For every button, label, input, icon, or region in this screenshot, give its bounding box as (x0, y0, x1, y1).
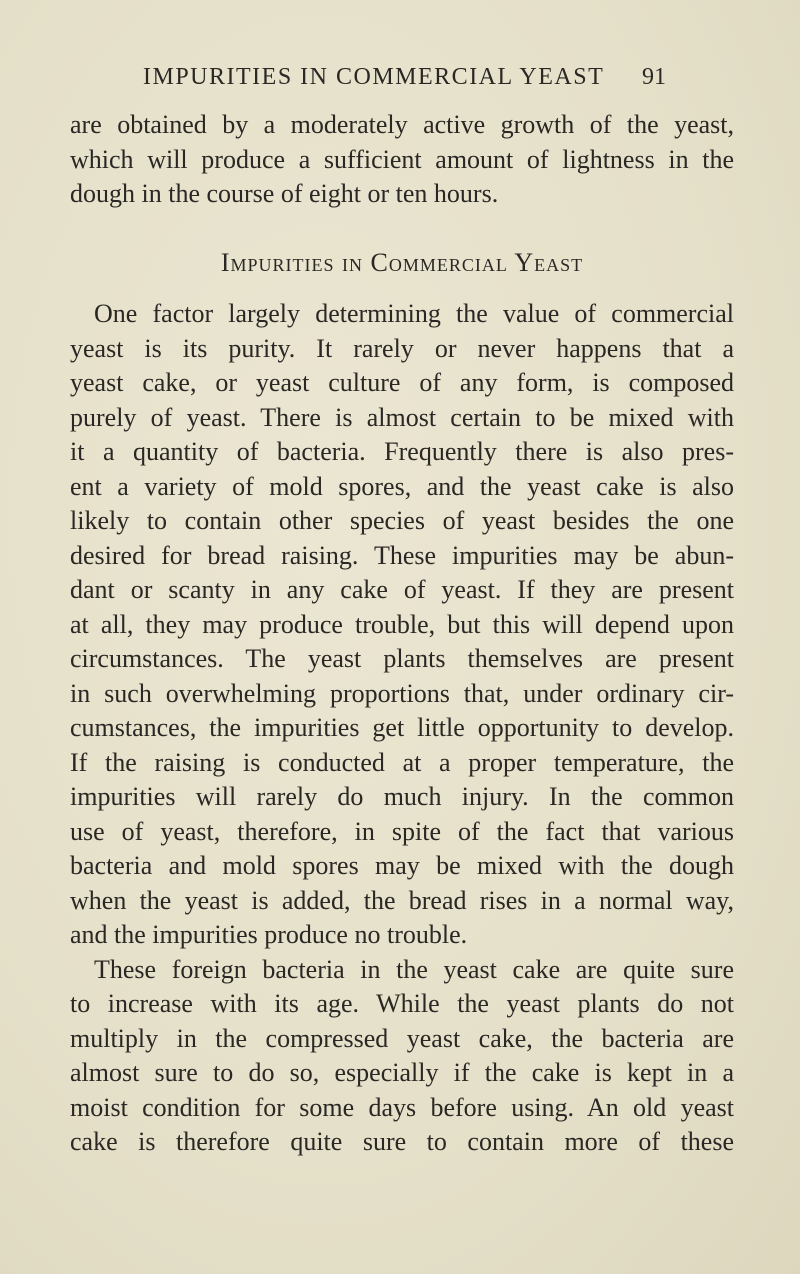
text-line: desired for bread raising. These impurities may be abun- (70, 540, 734, 570)
text-line: at all, they may produce trouble, but this will depend upon (70, 609, 734, 639)
paragraph (70, 297, 734, 953)
paragraph (70, 953, 734, 1160)
text-line: If the raising is conducted at a proper temperature, the (70, 747, 734, 777)
page-number: 91 (642, 64, 666, 90)
text-line: which will produce a sufficient amount of lightness in the (70, 144, 734, 174)
text-line: use of yeast, therefore, in spite of the fact that various (70, 816, 734, 846)
text-line: moist condition for some days before using. An old yeast (70, 1092, 734, 1122)
text-line: dough in the course of eight or ten hours. (70, 179, 499, 208)
text-line: cake is therefore quite sure to contain more of these (70, 1127, 734, 1156)
text-line: likely to contain other species of yeast besides the one (70, 506, 734, 535)
text-line: yeast cake, or yeast culture of any form, is composed (70, 368, 734, 397)
text-line: One factor largely determining the value of commercial (94, 299, 734, 328)
text-line: circumstances. The yeast plants themselves are present (70, 644, 734, 673)
text-line: yeast is its purity. It rarely or never happens that a (70, 333, 734, 363)
text-line: in such overwhelming proportions that, under ordinary cir- (70, 678, 734, 708)
text-line: cumstances, the impurities get little opportunity to develop. (70, 713, 734, 742)
text-line: and the impurities produce no trouble. (70, 920, 468, 949)
running-header (0, 60, 800, 94)
text-line: almost sure to do so, especially if the cake is kept in a (70, 1058, 734, 1087)
text-line: when the yeast is added, the bread rises in a normal way, (70, 885, 734, 915)
section-heading: Impurities in Commercial Yeast (220, 247, 584, 277)
text-line: are obtained by a moderately active growth of the yeast, (70, 110, 734, 139)
text-line: ent a variety of mold spores, and the yeast cake is also (70, 471, 734, 501)
text-line: dant or scanty in any cake of yeast. If they are present (70, 575, 734, 604)
text-line: impurities will rarely do much injury. In the common (70, 782, 734, 811)
paragraph-continued (70, 108, 734, 212)
text-line: bacteria and mold spores may be mixed with the dough (70, 851, 734, 880)
body-text (70, 108, 734, 1160)
text-line: it a quantity of bacteria. Frequently there is also pres- (70, 437, 734, 466)
text-line: to increase with its age. While the yeast plants do not (70, 989, 734, 1018)
text-line: purely of yeast. There is almost certain to be mixed with (70, 402, 734, 432)
running-title: IMPURITIES IN COMMERCIAL YEAST (143, 64, 605, 90)
text-line: multiply in the compressed yeast cake, the bacteria are (70, 1023, 734, 1053)
text-line: These foreign bacteria in the yeast cake are quite sure (94, 954, 734, 984)
